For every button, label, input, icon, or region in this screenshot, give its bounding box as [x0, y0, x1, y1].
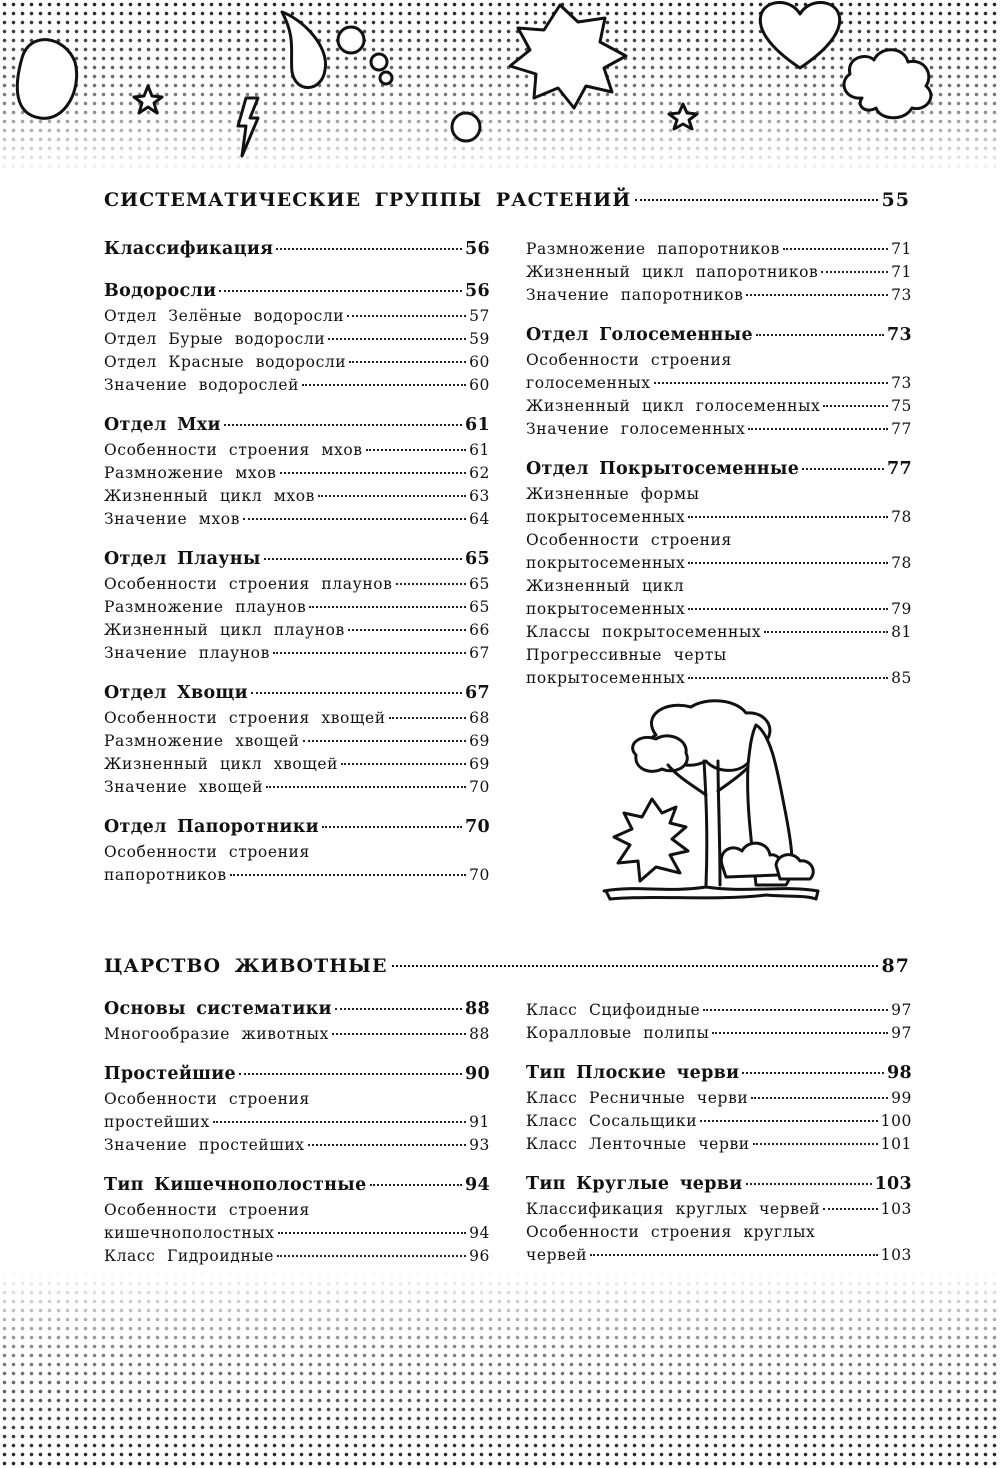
section-animals-heading	[104, 955, 910, 977]
entry-title: папоротников	[104, 866, 227, 884]
entry-page: 69	[469, 755, 490, 773]
dot-leader	[783, 248, 888, 250]
speech-blob-shape	[17, 40, 76, 119]
section-page: 55	[881, 189, 910, 211]
entry-title-line1: Особенности строения	[104, 1201, 310, 1219]
toc-entry	[104, 864, 490, 887]
toc-group	[104, 1172, 490, 1268]
entry-page: 70	[469, 866, 490, 884]
toc-heading-entry	[104, 546, 490, 573]
entry-title-line1: Жизненные формы	[526, 485, 700, 503]
dot-leader	[821, 271, 888, 273]
entry-title-line1: Жизненный цикл	[526, 577, 685, 595]
toc-group	[104, 680, 490, 799]
dot-leader	[347, 315, 466, 317]
toc-group	[104, 546, 490, 665]
entry-title: Особенности строения мхов	[104, 441, 363, 459]
toc-entry-line	[526, 575, 912, 598]
toc-entry	[526, 999, 912, 1022]
entry-title: Простейшие	[104, 1064, 236, 1084]
entry-title: Значение мхов	[104, 510, 241, 528]
entry-page: 65	[469, 598, 490, 616]
toc-entry	[526, 372, 912, 395]
toc-group	[526, 1171, 912, 1267]
dot-leader	[280, 472, 467, 474]
entry-title: Особенности строения хвощей	[104, 709, 386, 727]
entry-title: Отдел Голосеменные	[526, 325, 753, 345]
entry-page: 96	[469, 1247, 490, 1265]
entry-page: 78	[891, 554, 912, 572]
toc-entry	[104, 305, 490, 328]
entry-title: покрытосеменных	[526, 508, 686, 526]
entry-page: 61	[465, 415, 490, 435]
toc-heading-entry	[104, 278, 490, 305]
toc-heading-entry	[104, 236, 490, 263]
toc-entry	[104, 1134, 490, 1157]
entry-page: 97	[891, 1001, 912, 1019]
entry-title: Класс Ленточные черви	[526, 1135, 750, 1153]
plants-left-column	[104, 236, 490, 902]
toc-group	[526, 322, 912, 441]
entry-title-line1: Прогрессивные черты	[526, 646, 727, 664]
toc-heading-entry	[104, 1172, 490, 1199]
plants-right-column	[526, 238, 912, 705]
dot-leader	[224, 424, 462, 426]
entry-page: 69	[469, 732, 490, 750]
toc-heading-entry	[104, 412, 490, 439]
toc-entry	[104, 776, 490, 799]
dot-leader	[590, 1254, 877, 1256]
dot-leader	[348, 629, 466, 631]
toc-entry	[526, 552, 912, 575]
entry-title: Водоросли	[104, 281, 217, 301]
dot-leader	[302, 384, 466, 386]
entry-page: 70	[469, 778, 490, 796]
star-icon	[669, 104, 697, 129]
section-title: СИСТЕМАТИЧЕСКИЕ ГРУППЫ РАСТЕНИЙ	[104, 189, 632, 211]
dot-leader	[802, 468, 884, 470]
toc-entry	[526, 418, 912, 441]
entry-title: Значение папоротников	[526, 286, 744, 304]
toc-group	[526, 1060, 912, 1156]
dot-leader	[688, 608, 888, 610]
burst-shape	[510, 5, 626, 108]
entry-page: 103	[874, 1174, 912, 1194]
section-plants-heading	[104, 189, 910, 211]
toc-entry	[104, 619, 490, 642]
entry-title: Отдел Хвощи	[104, 683, 248, 703]
toc-entry	[526, 1244, 912, 1267]
dot-leader	[266, 786, 466, 788]
toc-entry	[526, 621, 912, 644]
toc-group	[104, 1061, 490, 1157]
toc-entry-line	[104, 841, 490, 864]
entry-page: 78	[891, 508, 912, 526]
toc-group	[526, 238, 912, 307]
toc-group	[104, 412, 490, 531]
entry-title: Значение голосеменных	[526, 420, 746, 438]
entry-page: 85	[891, 669, 912, 687]
dot-leader	[370, 1184, 463, 1186]
section-title: ЦАРСТВО ЖИВОТНЫЕ	[104, 955, 388, 977]
toc-entry	[104, 642, 490, 665]
dot-leader	[753, 1143, 878, 1145]
entry-title: Тип Круглые черви	[526, 1174, 743, 1194]
entry-title-line1: Особенности строения круглых	[526, 1223, 816, 1241]
entry-page: 73	[887, 325, 912, 345]
toc-entry	[526, 1198, 912, 1221]
bubble-large	[338, 27, 364, 53]
toc-entry-line	[104, 1199, 490, 1222]
toc-heading-entry	[526, 456, 912, 483]
dot-leader	[251, 692, 462, 694]
entry-page: 66	[469, 621, 490, 639]
toc-group	[104, 278, 490, 397]
toc-entry	[526, 238, 912, 261]
dot-leader	[243, 518, 466, 520]
toc-heading-entry	[526, 322, 912, 349]
toc-entry	[104, 462, 490, 485]
entry-page: 103	[880, 1200, 912, 1218]
section-page: 87	[881, 955, 910, 977]
comic-shapes-decoration	[0, 0, 1000, 175]
dot-leader	[712, 1032, 888, 1034]
dot-leader	[392, 965, 878, 967]
dot-leader	[264, 558, 462, 560]
entry-page: 63	[469, 487, 490, 505]
toc-entry	[104, 573, 490, 596]
dot-leader	[823, 405, 888, 407]
toc-entry-line	[526, 349, 912, 372]
entry-page: 94	[465, 1175, 490, 1195]
entry-page: 93	[469, 1136, 490, 1154]
lightning-icon	[238, 98, 258, 156]
animals-right-column	[526, 999, 912, 1282]
dot-leader	[219, 290, 462, 292]
entry-page: 70	[465, 817, 490, 837]
toc-heading-entry	[526, 1060, 912, 1087]
entry-title-line1: Особенности строения	[104, 843, 310, 861]
toc-entry	[104, 374, 490, 397]
toc-entry	[104, 1111, 490, 1134]
bubble-small	[380, 72, 392, 84]
toc-entry	[526, 598, 912, 621]
entry-page: 64	[469, 510, 490, 528]
entry-page: 57	[469, 307, 490, 325]
dot-leader	[213, 1121, 466, 1123]
dot-leader	[276, 248, 462, 250]
cloud-shape	[844, 50, 931, 118]
toc-entry	[104, 439, 490, 462]
heart-shape	[760, 2, 839, 68]
entry-title: Значение водорослей	[104, 376, 300, 394]
toc-entry-line	[526, 483, 912, 506]
dot-leader	[273, 652, 466, 654]
entry-page: 88	[465, 999, 490, 1019]
entry-page: 59	[469, 330, 490, 348]
entry-page: 99	[891, 1089, 912, 1107]
entry-page: 77	[891, 420, 912, 438]
dot-leader	[688, 677, 888, 679]
dot-leader	[230, 874, 466, 876]
dot-leader	[635, 199, 877, 201]
entry-page: 68	[469, 709, 490, 727]
toc-entry	[104, 1245, 490, 1268]
entry-title: Жизненный цикл хвощей	[104, 755, 339, 773]
entry-page: 100	[880, 1112, 912, 1130]
entry-title: кишечнополостных	[104, 1224, 275, 1242]
toc-heading-entry	[104, 814, 490, 841]
entry-page: 71	[891, 240, 912, 258]
entry-page: 73	[891, 286, 912, 304]
teardrop-shape	[282, 12, 326, 88]
entry-title: голосеменных	[526, 374, 651, 392]
dot-leader	[303, 740, 467, 742]
dot-leader	[239, 1073, 462, 1075]
entry-page: 79	[891, 600, 912, 618]
halftone-bottom-band	[0, 1270, 1000, 1468]
toc-entry	[104, 1222, 490, 1245]
entry-page: 73	[891, 374, 912, 392]
entry-title: Класс Сцифоидные	[526, 1001, 701, 1019]
entry-title: Размножение папоротников	[526, 240, 780, 258]
toc-entry	[104, 1023, 490, 1046]
entry-title: Значение простейших	[104, 1136, 305, 1154]
toc-group	[104, 814, 490, 887]
entry-title: Жизненный цикл плаунов	[104, 621, 345, 639]
entry-title: Тип Кишечнополостные	[104, 1175, 367, 1195]
toc-group	[526, 456, 912, 690]
dot-leader	[688, 516, 888, 518]
entry-title: покрытосеменных	[526, 554, 686, 572]
entry-page: 88	[469, 1025, 490, 1043]
entry-page: 60	[469, 376, 490, 394]
entry-title: Многообразие животных	[104, 1025, 329, 1043]
entry-page: 62	[469, 464, 490, 482]
dot-leader	[756, 334, 884, 336]
dot-leader	[335, 1008, 462, 1010]
toc-entry	[104, 730, 490, 753]
dot-leader	[308, 1144, 466, 1146]
entry-title: Отдел Папоротники	[104, 817, 319, 837]
entry-page: 67	[469, 644, 490, 662]
dot-leader	[328, 338, 466, 340]
entry-title: Значение хвощей	[104, 778, 264, 796]
dot-leader	[278, 1232, 466, 1234]
toc-entry	[526, 1133, 912, 1156]
entry-title: простейших	[104, 1113, 210, 1131]
entry-title: Жизненный цикл папоротников	[526, 263, 819, 281]
entry-title: Отдел Покрытосеменные	[526, 459, 800, 479]
entry-title: Классификация круглых червей	[526, 1200, 821, 1218]
entry-page: 60	[469, 353, 490, 371]
entry-title: Жизненный цикл голосеменных	[526, 397, 821, 415]
toc-entry	[526, 506, 912, 529]
dot-leader	[703, 1009, 888, 1011]
toc-entry	[104, 351, 490, 374]
toc-entry-line	[526, 1221, 912, 1244]
toc-entry	[526, 667, 912, 690]
entry-title: Жизненный цикл мхов	[104, 487, 315, 505]
toc-entry	[526, 284, 912, 307]
trees-illustration	[596, 695, 826, 905]
dot-leader	[277, 1255, 466, 1257]
entry-title: Отдел Бурые водоросли	[104, 330, 326, 348]
entry-page: 97	[891, 1024, 912, 1042]
entry-title: Основы систематики	[104, 999, 332, 1019]
entry-page: 67	[465, 683, 490, 703]
dot-leader	[309, 606, 466, 608]
entry-title-line1: Особенности строения	[526, 351, 732, 369]
dot-leader	[748, 428, 888, 430]
dot-leader	[341, 763, 466, 765]
star-icon	[134, 86, 162, 113]
toc-entry	[526, 1022, 912, 1045]
toc-entry	[104, 753, 490, 776]
dot-leader	[332, 1033, 466, 1035]
toc-heading-entry	[104, 996, 490, 1023]
entry-page: 71	[891, 263, 912, 281]
toc-entry	[526, 261, 912, 284]
dot-leader	[746, 1183, 872, 1185]
entry-page: 98	[887, 1063, 912, 1083]
dot-leader	[366, 449, 466, 451]
toc-heading-entry	[104, 1061, 490, 1088]
toc-entry-line	[526, 644, 912, 667]
entry-title: Классы покрытосеменных	[526, 623, 762, 641]
entry-title: Тип Плоские черви	[526, 1063, 740, 1083]
entry-title: Класс Сосальщики	[526, 1112, 698, 1130]
entry-page: 81	[891, 623, 912, 641]
entry-title-line1: Особенности строения	[526, 531, 732, 549]
entry-title: Размножение мхов	[104, 464, 277, 482]
entry-title: Отдел Плауны	[104, 549, 261, 569]
entry-page: 75	[891, 397, 912, 415]
entry-title: Отдел Зелёные водоросли	[104, 307, 345, 325]
entry-title: Особенности строения плаунов	[104, 575, 393, 593]
entry-page: 103	[880, 1246, 912, 1264]
dot-leader	[764, 631, 888, 633]
toc-heading-entry	[526, 1171, 912, 1198]
toc-entry	[104, 485, 490, 508]
entry-page: 56	[465, 239, 490, 259]
entry-page: 91	[469, 1113, 490, 1131]
toc-heading-entry	[104, 680, 490, 707]
dot-leader	[823, 1208, 877, 1210]
entry-page: 56	[465, 281, 490, 301]
entry-title: Класс Гидроидные	[104, 1247, 275, 1265]
dot-leader	[751, 1097, 888, 1099]
entry-page: 65	[465, 549, 490, 569]
toc-entry	[104, 707, 490, 730]
toc-entry	[526, 1087, 912, 1110]
entry-page: 94	[469, 1224, 490, 1242]
entry-title: Класс Ресничные черви	[526, 1089, 749, 1107]
toc-entry-line	[526, 529, 912, 552]
toc-group	[526, 999, 912, 1045]
dot-leader	[654, 382, 888, 384]
bubble-round	[452, 113, 480, 141]
bubble-medium	[371, 54, 387, 70]
toc-entry	[526, 395, 912, 418]
toc-entry	[104, 328, 490, 351]
entry-page: 61	[469, 441, 490, 459]
entry-title: Классификация	[104, 239, 274, 259]
entry-page: 101	[880, 1135, 912, 1153]
dot-leader	[389, 717, 466, 719]
toc-entry	[104, 596, 490, 619]
dot-leader	[746, 294, 888, 296]
entry-title-line1: Особенности строения	[104, 1090, 310, 1108]
toc-group	[104, 996, 490, 1046]
entry-title: Размножение хвощей	[104, 732, 300, 750]
entry-page: 65	[469, 575, 490, 593]
entry-title: покрытосеменных	[526, 669, 686, 687]
entry-title: Отдел Мхи	[104, 415, 221, 435]
animals-left-column	[104, 996, 490, 1283]
toc-entry	[526, 1110, 912, 1133]
toc-entry	[104, 508, 490, 531]
dot-leader	[700, 1120, 877, 1122]
entry-title: Отдел Красные водоросли	[104, 353, 347, 371]
entry-title: покрытосеменных	[526, 600, 686, 618]
dot-leader	[742, 1072, 884, 1074]
dot-leader	[322, 826, 462, 828]
entry-page: 77	[887, 459, 912, 479]
dot-leader	[688, 562, 888, 564]
toc-entry-line	[104, 1088, 490, 1111]
entry-title: Коралловые полипы	[526, 1024, 710, 1042]
entry-page: 90	[465, 1064, 490, 1084]
toc-group	[104, 236, 490, 263]
dot-leader	[396, 583, 467, 585]
dot-leader	[318, 495, 466, 497]
entry-title: Размножение плаунов	[104, 598, 307, 616]
entry-title: червей	[526, 1246, 588, 1264]
dot-leader	[349, 361, 466, 363]
entry-title: Значение плаунов	[104, 644, 270, 662]
